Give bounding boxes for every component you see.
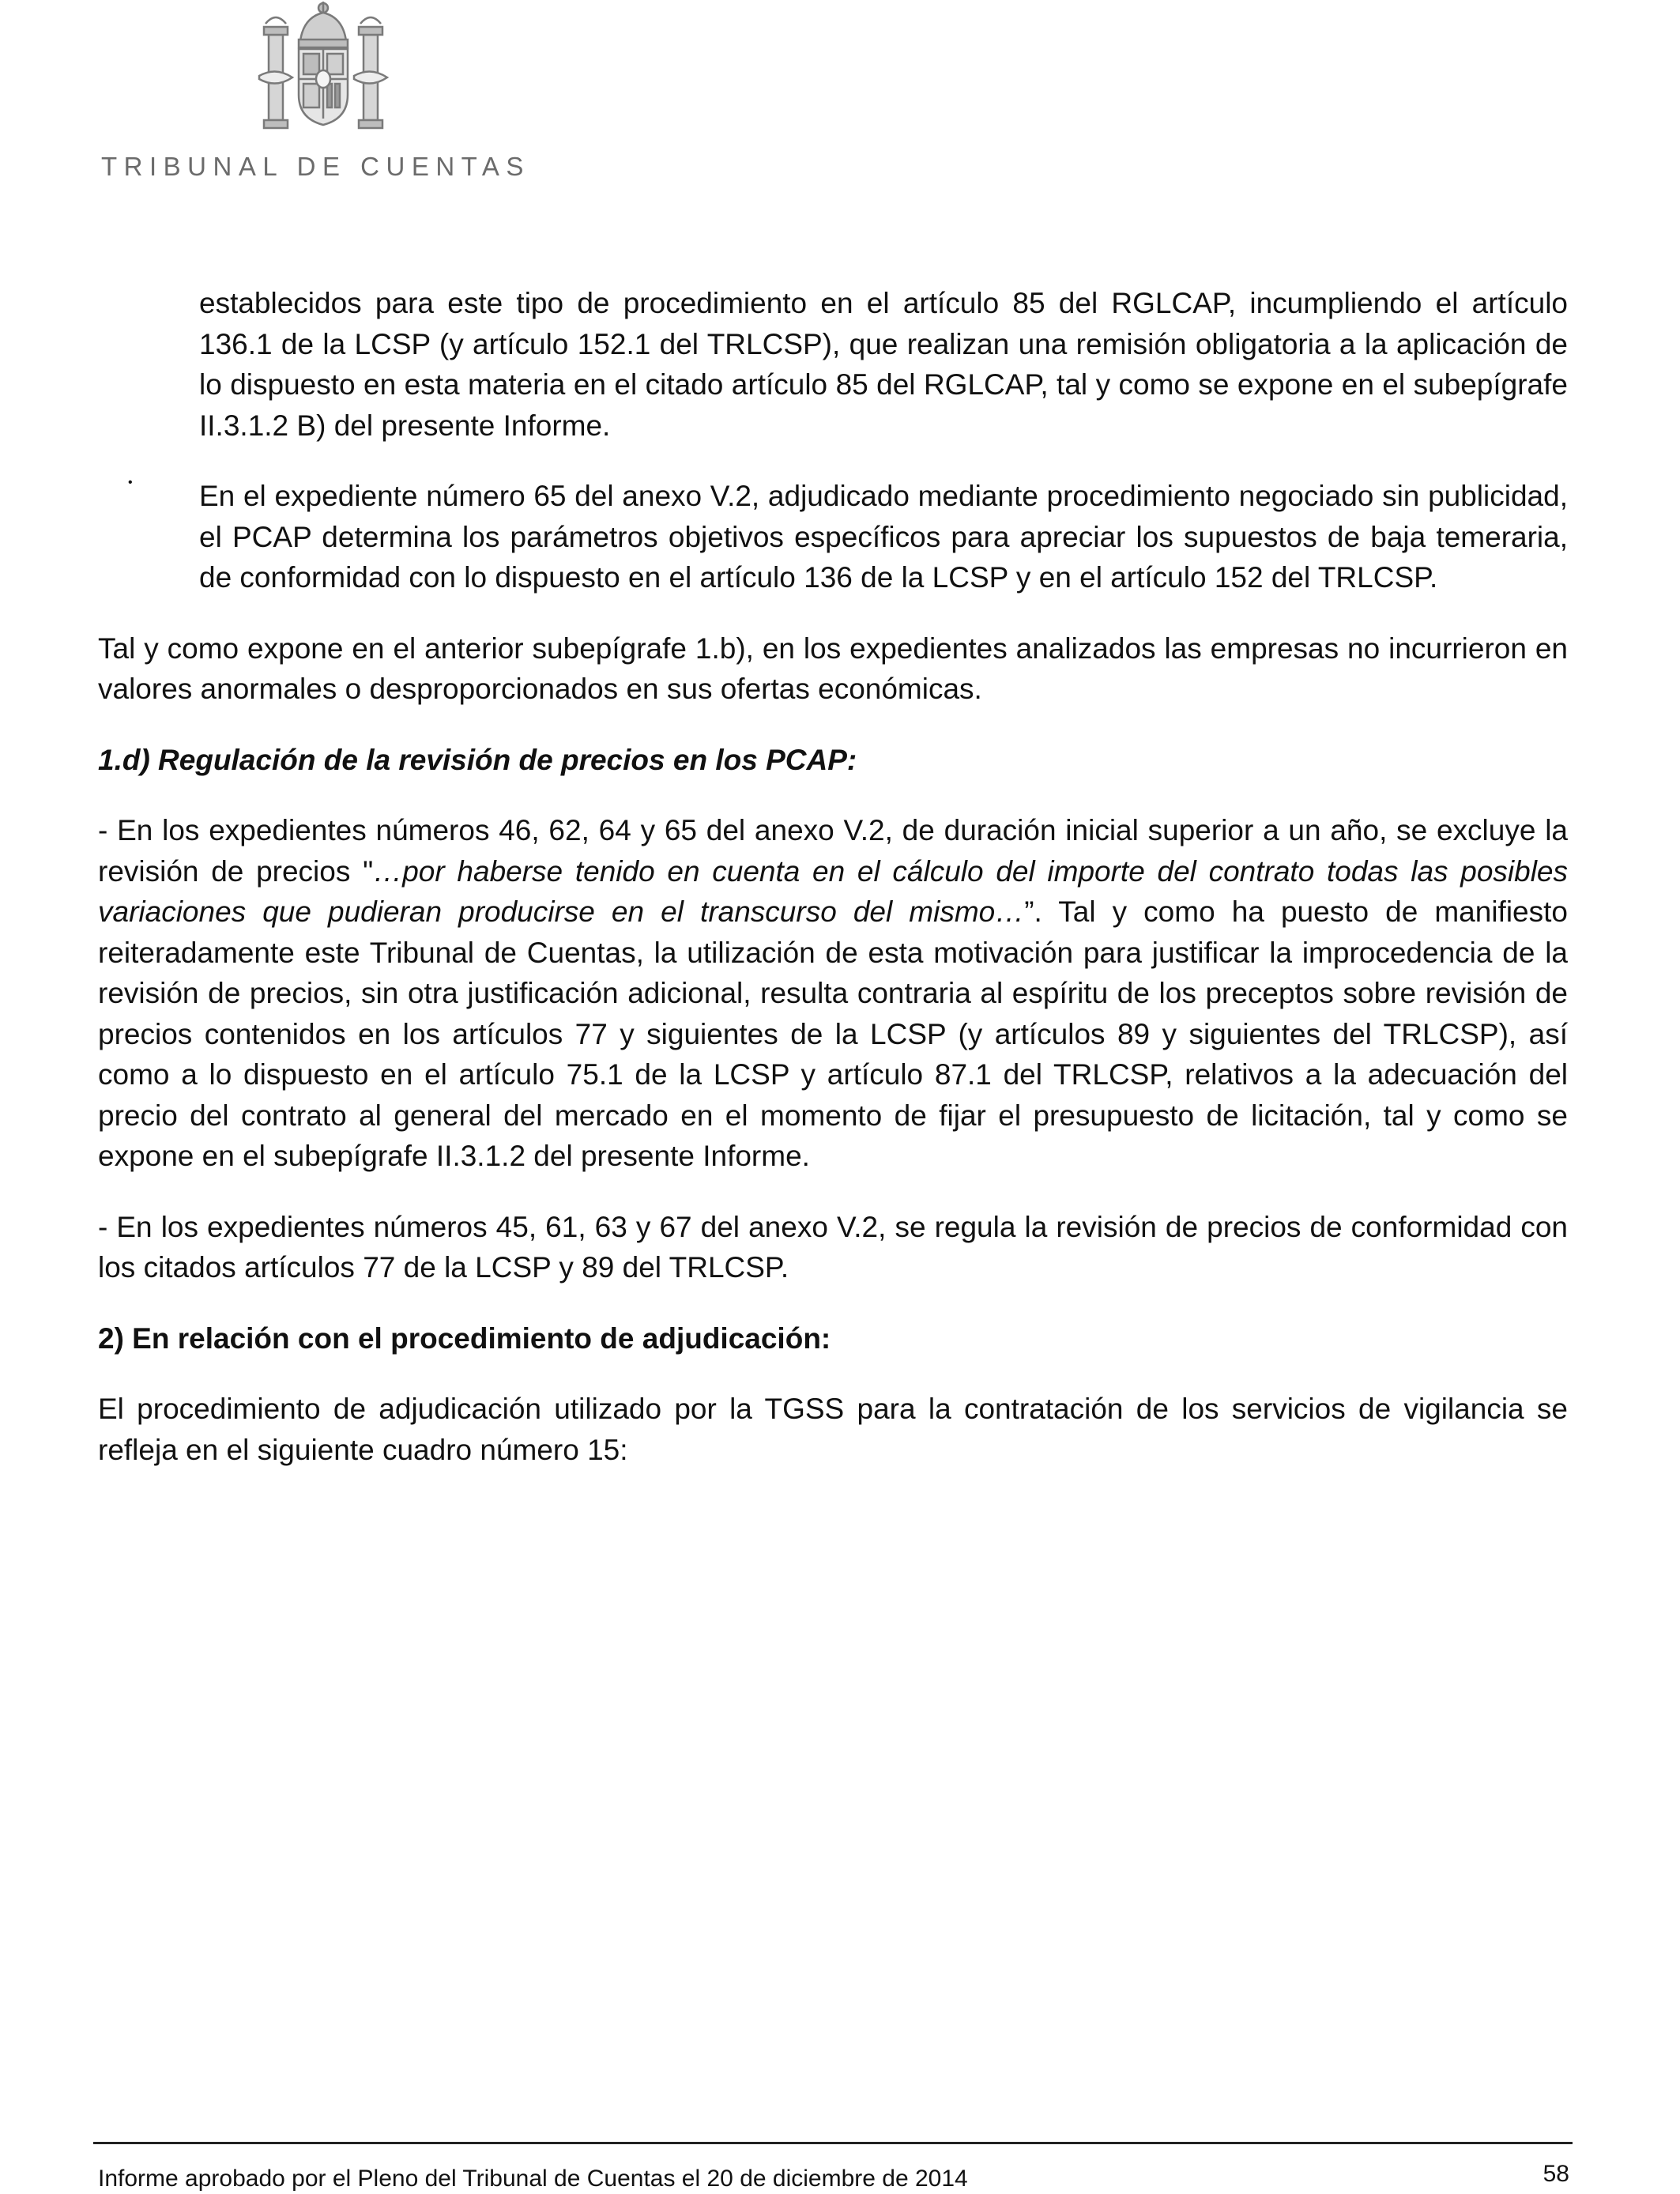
paragraph-text: ”. Tal y como ha puesto de manifiesto reiteradamente este Tribunal de Cuentas, la utilización de esta motivación para justificar la improcedencia de la revisión de precios, sin otra justificación adicional, resulta contraria al espíritu de los preceptos sobre revisión de precios contenidos en los artículos 77 y siguientes de la LCSP (y artículos 89 y siguientes del TRLCSP), así como a lo dispuesto en el artículo 75.1 de la LCSP y artículo 87.1 del TRLCSP, relativos a la adecuación del precio del contrato al general del mercado en el momento de fijar el presupuesto de licitación, tal y como se expone en el subepígrafe II.3.1.2 del presente Informe.: [98, 895, 1568, 1172]
footer-divider: [93, 2142, 1573, 2144]
document-body: [98, 283, 1568, 1470]
bullet-marker: •: [128, 476, 133, 489]
section-heading: 2) En relación con el procedimiento de adjudicación:: [98, 1321, 831, 1355]
page-number: 58: [1543, 2161, 1569, 2187]
bullet-text: En el expediente número 65 del anexo V.2, adjudicado mediante procedimiento negociado sin publicidad, el PCAP determina los parámetros objetivos específicos para apreciar los supuestos de baja temeraria, de conformidad con lo dispuesto en el artículo 136 de la LCSP y en el artículo 152 del TRLCSP.: [199, 480, 1568, 594]
quoted-text: …por haberse tenido en cuenta en el cálculo del importe del contrato todas las posibles variaciones que pudieran producirse en el transcurso del mismo…: [98, 854, 1568, 928]
organization-name: TRIBUNAL DE CUENTAS: [101, 152, 530, 181]
paragraph-text: - En los expedientes números 46, 62, 64 y 65 del anexo V.2, de duración inicial superior a un año, se excluye la revisión de precios ": [98, 814, 1568, 888]
paragraph-continuation: establecidos para este tipo de procedimiento en el artículo 85 del RGLCAP, incumpliendo el artículo 136.1 de la LCSP (y artículo 152.1 del TRLCSP), que realizan una remisión obligatoria a la aplicación de lo dispuesto en esta materia en el citado artículo 85 del RGLCAP, tal y como se expone en el subepígrafe II.3.1.2 B) del presente Informe.: [199, 287, 1568, 442]
footer-caption: Informe aprobado por el Pleno del Tribunal de Cuentas el 20 de diciembre de 2014: [98, 2166, 968, 2192]
coat-of-arms-of-spain-icon: [251, 0, 395, 136]
paragraph: El procedimiento de adjudicación utilizado por la TGSS para la contratación de los servicios de vigilancia se refleja en el siguiente cuadro número 15:: [98, 1393, 1568, 1466]
section-heading: 1.d) Regulación de la revisión de precios en los PCAP:: [98, 743, 857, 776]
paragraph: - En los expedientes números 45, 61, 63 y 67 del anexo V.2, se regula la revisión de precios de conformidad con los citados artículos 77 de la LCSP y 89 del TRLCSP.: [98, 1210, 1568, 1284]
paragraph: Tal y como expone en el anterior subepígrafe 1.b), en los expedientes analizados las empresas no incurrieron en valores anormales o desproporcionados en sus ofertas económicas.: [98, 631, 1568, 705]
bullet-item: [128, 476, 1568, 598]
paragraph-price-revision: [98, 810, 1568, 1177]
